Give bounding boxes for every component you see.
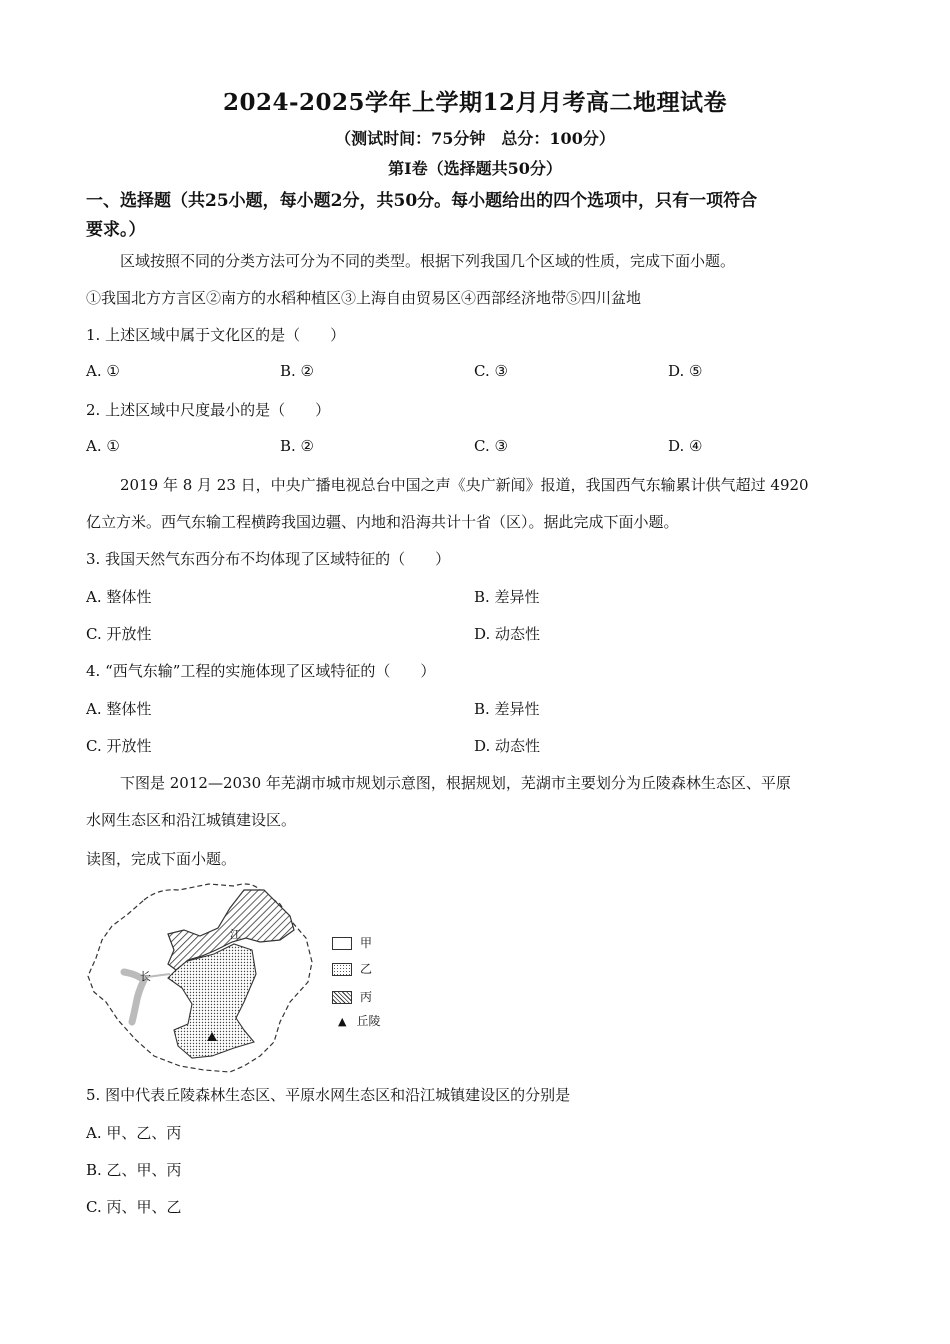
q3-option-c[interactable]: C. 开放性 [86, 625, 152, 643]
exam-info: （测试时间：75分钟 总分：100分） [335, 129, 615, 148]
page-title: 2024-2025学年上学期12月月考高二地理试卷 [222, 89, 728, 116]
q3-option-d[interactable]: D. 动态性 [474, 625, 541, 643]
wuhu-planning-map [84, 880, 404, 1076]
q4-option-d[interactable]: D. 动态性 [474, 737, 541, 755]
q4-option-a[interactable]: A. 整体性 [86, 700, 152, 718]
question-4-stem: 4. “西气东输”工程的实施体现了区域特征的（ ） [86, 662, 436, 680]
q1-option-a[interactable]: A. ① [86, 362, 120, 380]
section-heading-line1: 一、选择题（共25小题，每小题2分，共50分。每小题给出的四个选项中，只有一项符合 [86, 191, 758, 211]
legend-jia [332, 934, 372, 951]
legend-hill [338, 1012, 380, 1029]
intro-paragraph-2-line1: 2019 年 8 月 23 日，中央广播电视总台中国之声《央广新闻》报道，我国西气东输累计供气超过 4920 [120, 476, 809, 494]
section-heading-line2: 要求。） [86, 220, 146, 240]
legend-hill-icon: ▲ [338, 1015, 347, 1028]
legend-label-hill: 丘陵 [356, 1014, 381, 1028]
q1-option-d[interactable]: D. ⑤ [668, 362, 703, 380]
q3-option-a[interactable]: A. 整体性 [86, 588, 152, 606]
intro-paragraph-3-line2: 水网生态区和沿江城镇建设区。 [86, 811, 297, 829]
q5-option-b[interactable]: B. 乙、甲、丙 [86, 1161, 182, 1179]
label-jiang: 江 [230, 928, 241, 941]
legend-swatch-jia [332, 937, 352, 950]
q3-option-b[interactable]: B. 差异性 [474, 588, 540, 606]
q4-option-c[interactable]: C. 开放性 [86, 737, 152, 755]
q5-option-a[interactable]: A. 甲、乙、丙 [86, 1124, 182, 1142]
q1-option-b[interactable]: B. ② [280, 362, 315, 380]
map-svg [84, 880, 404, 1076]
q2-option-c[interactable]: C. ③ [474, 437, 508, 455]
question-5-stem: 5. 图中代表丘陵森林生态区、平原水网生态区和沿江城镇建设区的分别是 [86, 1086, 571, 1104]
legend-bing [332, 988, 372, 1005]
region-list: ①我国北方方言区②南方的水稻种植区③上海自由贸易区④西部经济地带⑤四川盆地 [86, 289, 642, 307]
q2-option-a[interactable]: A. ① [86, 437, 120, 455]
q2-option-b[interactable]: B. ② [280, 437, 315, 455]
q4-option-b[interactable]: B. 差异性 [474, 700, 540, 718]
read-map-instruction: 读图，完成下面小题。 [86, 850, 237, 868]
question-2-stem: 2. 上述区域中尺度最小的是（ ） [86, 401, 331, 419]
legend-swatch-yi [332, 963, 352, 976]
intro-paragraph-3-line1: 下图是 2012—2030 年芜湖市城市规划示意图，根据规划，芜湖市主要划分为丘陵森林生态区、平原 [120, 774, 791, 792]
question-3-stem: 3. 我国天然气东西分布不均体现了区域特征的（ ） [86, 550, 451, 568]
q2-option-d[interactable]: D. ④ [668, 437, 703, 455]
label-chang: 长 [140, 970, 151, 983]
q5-option-c[interactable]: C. 丙、甲、乙 [86, 1198, 182, 1216]
legend-label-yi: 乙 [360, 962, 373, 976]
legend-yi [332, 960, 372, 977]
legend-label-jia: 甲 [360, 936, 373, 950]
q1-option-c[interactable]: C. ③ [474, 362, 508, 380]
legend-label-bing: 丙 [360, 990, 373, 1004]
intro-paragraph-1: 区域按照不同的分类方法可分为不同的类型。根据下列我国几个区域的性质，完成下面小题。 [120, 252, 736, 270]
question-1-stem: 1. 上述区域中属于文化区的是（ ） [86, 326, 346, 344]
legend-swatch-bing [332, 991, 352, 1004]
part-title: 第Ⅰ卷（选择题共50分） [388, 159, 562, 178]
intro-paragraph-2-line2: 亿立方米。西气东输工程横跨我国边疆、内地和沿海共计十省（区）。据此完成下面小题。 [86, 513, 679, 531]
